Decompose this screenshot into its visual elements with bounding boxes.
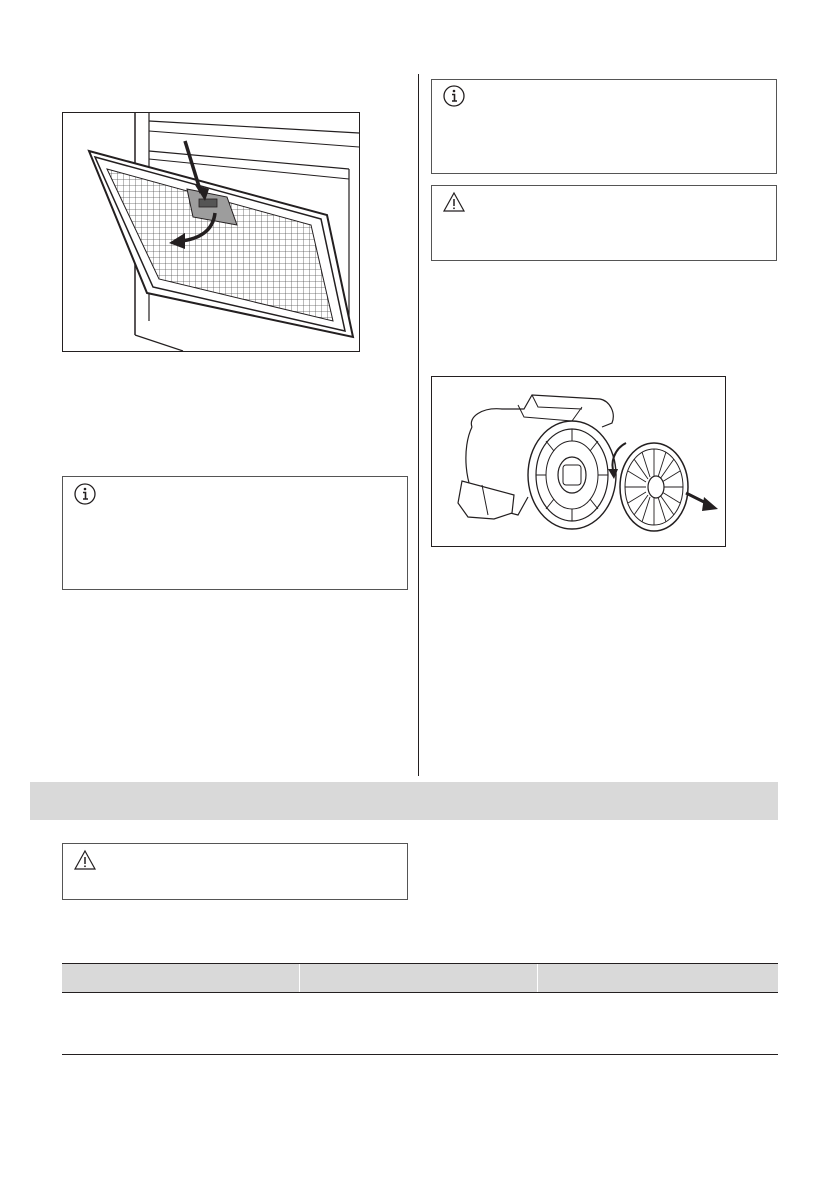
filter-figure bbox=[62, 112, 360, 352]
carbon-filter-illustration bbox=[432, 377, 725, 546]
section-heading-band bbox=[30, 782, 778, 820]
warning-triangle-icon bbox=[442, 191, 466, 213]
table-cell bbox=[300, 993, 538, 1054]
info-icon bbox=[73, 482, 97, 506]
warning-note-box-right bbox=[431, 185, 777, 261]
table-header-cell bbox=[62, 964, 300, 992]
info-note-box bbox=[62, 476, 408, 590]
info-note-box-right bbox=[431, 79, 777, 174]
column-divider bbox=[418, 74, 419, 776]
fan-figure bbox=[431, 376, 726, 547]
warning-note-box bbox=[62, 843, 408, 900]
grease-filter-illustration bbox=[63, 113, 359, 351]
table-header-cell bbox=[538, 964, 778, 992]
table-cell bbox=[62, 993, 300, 1054]
table-cell bbox=[538, 993, 778, 1054]
info-icon bbox=[442, 84, 466, 108]
table-header bbox=[62, 963, 778, 993]
warning-triangle-icon bbox=[73, 849, 97, 871]
table-row bbox=[62, 993, 778, 1055]
table-header-cell bbox=[300, 964, 538, 992]
